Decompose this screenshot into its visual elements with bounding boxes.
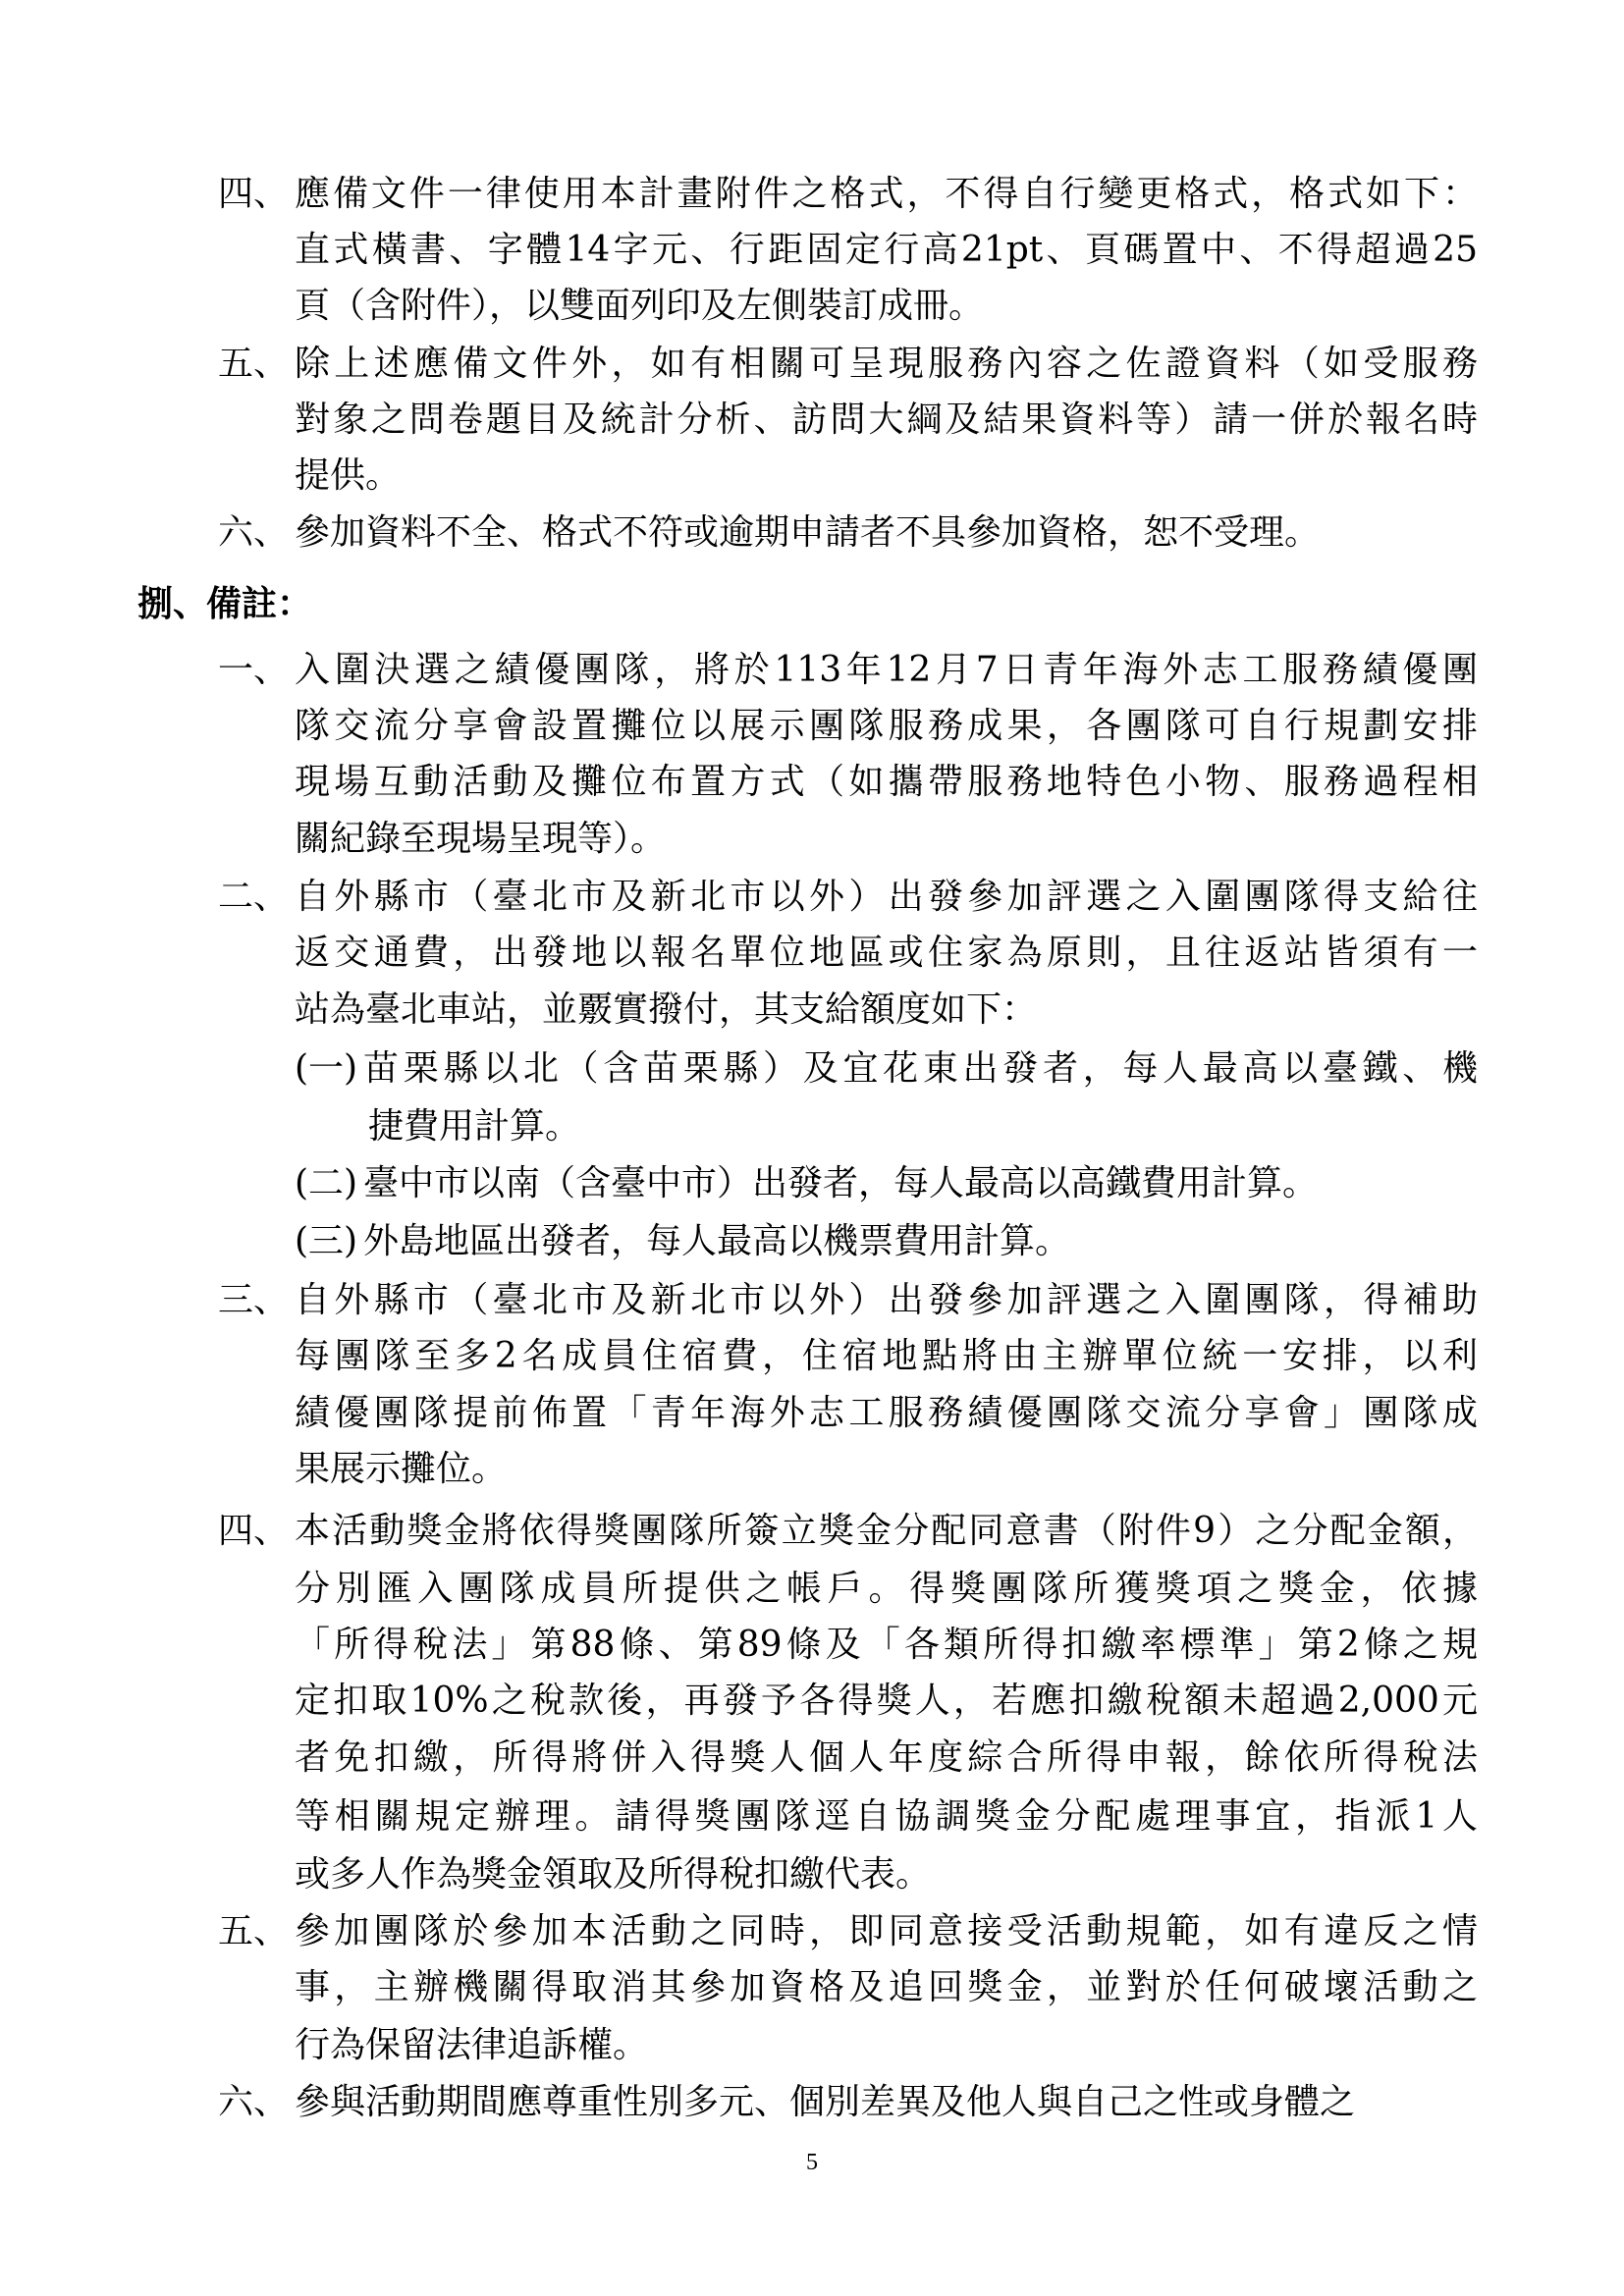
item-number: (一) [295, 1048, 358, 1089]
item-number: (三) [295, 1221, 358, 1261]
paragraph-line: 苗栗縣以北（含苗栗縣）及宜花東出發者，每人最高以臺鐵、機 [363, 1048, 1478, 1089]
paragraph-line: 返交通費，出發地以報名單位地區或住家為原則，且往返站皆須有一 [295, 933, 1478, 973]
paragraph-line: 臺中市以南（含臺中市）出發者，每人最高以高鐵費用計算。 [363, 1163, 1319, 1203]
paragraph-line: 捷費用計算。 [368, 1106, 581, 1147]
paragraph-line: 定扣取10%之稅款後，再發予各得獎人，若應扣繳稅額未超過2,000元 [295, 1681, 1478, 1721]
page-number: 5 [806, 2150, 818, 2175]
item-number: 一、 [218, 650, 290, 690]
paragraph-line: 關紀錄至現場呈現等）。 [295, 819, 667, 859]
paragraph-line: 參與活動期間應尊重性別多元、個別差異及他人與自己之性或身體之 [295, 2082, 1356, 2122]
paragraph-line: 或多人作為獎金領取及所得稅扣繳代表。 [295, 1854, 932, 1895]
paragraph-line: 等相關規定辦理。請得獎團隊逕自協調獎金分配處理事宜，指派1人 [295, 1796, 1478, 1837]
item-number: 五、 [218, 1911, 290, 1951]
item-number: 五、 [218, 344, 290, 384]
paragraph-line: 「所得稅法」第88條、第89條及「各類所得扣繳率標準」第2條之規 [295, 1625, 1478, 1665]
paragraph-line: 對象之問卷題目及統計分析、訪問大綱及結果資料等）請一併於報名時 [295, 400, 1478, 440]
paragraph-line: 現場互動活動及攤位布置方式（如攜帶服務地特色小物、服務過程相 [295, 762, 1478, 802]
item-number: 三、 [218, 1280, 290, 1320]
paragraph-line: 自外縣市（臺北市及新北市以外）出發參加評選之入圍團隊得支給往 [295, 877, 1478, 917]
paragraph-line: 每團隊至多2名成員住宿費，住宿地點將由主辦單位統一安排，以利 [295, 1336, 1478, 1376]
paragraph-line: 分別匯入團隊成員所提供之帳戶。得獎團隊所獲獎項之獎金，依據 [295, 1569, 1478, 1609]
paragraph-line: 隊交流分享會設置攤位以展示團隊服務成果，各團隊可自行規劃安排 [295, 706, 1478, 746]
paragraph-line: 外島地區出發者，每人最高以機票費用計算。 [363, 1221, 1071, 1261]
paragraph-line: 站為臺北車站，並覈實撥付，其支給額度如下： [295, 989, 1038, 1030]
section-heading: 備註： [206, 583, 313, 624]
paragraph-line: 直式橫書、字體14字元、行距固定行高21pt、頁碼置中、不得超過25 [295, 230, 1478, 270]
paragraph-line: 自外縣市（臺北市及新北市以外）出發參加評選之入圍團隊，得補助 [295, 1280, 1478, 1320]
paragraph-line: 入圍決選之績優團隊，將於113年12月7日青年海外志工服務績優團 [295, 650, 1478, 690]
paragraph-line: 果展示攤位。 [295, 1449, 508, 1489]
paragraph-line: 應備文件一律使用本計畫附件之格式，不得自行變更格式，格式如下： [295, 174, 1478, 214]
paragraph-line: 除上述應備文件外，如有相關可呈現服務內容之佐證資料（如受服務 [295, 344, 1478, 384]
item-number: 六、 [218, 512, 290, 553]
paragraph-line: 本活動獎金將依得獎團隊所簽立獎金分配同意書（附件9）之分配金額， [295, 1511, 1478, 1551]
item-number: 捌、 [137, 583, 209, 624]
paragraph-line: 行為保留法律追訴權。 [295, 2025, 649, 2065]
item-number: 四、 [218, 1511, 290, 1551]
item-number: (二) [295, 1163, 358, 1203]
paragraph-line: 提供。 [295, 455, 402, 496]
item-number: 六、 [218, 2082, 290, 2122]
item-number: 二、 [218, 877, 290, 917]
paragraph-line: 參加資料不全、格式不符或逾期申請者不具參加資格，恕不受理。 [295, 512, 1321, 553]
paragraph-line: 頁（含附件），以雙面列印及左側裝訂成冊。 [295, 286, 985, 326]
paragraph-line: 者免扣繳，所得將併入得獎人個人年度綜合所得申報，餘依所得稅法 [295, 1737, 1478, 1778]
item-number: 四、 [218, 174, 290, 214]
paragraph-line: 績優團隊提前佈置「青年海外志工服務績優團隊交流分享會」團隊成 [295, 1393, 1478, 1433]
paragraph-line: 事，主辦機關得取消其參加資格及追回獎金，並對於任何破壞活動之 [295, 1967, 1478, 2007]
paragraph-line: 參加團隊於參加本活動之同時，即同意接受活動規範，如有違反之情 [295, 1911, 1478, 1951]
